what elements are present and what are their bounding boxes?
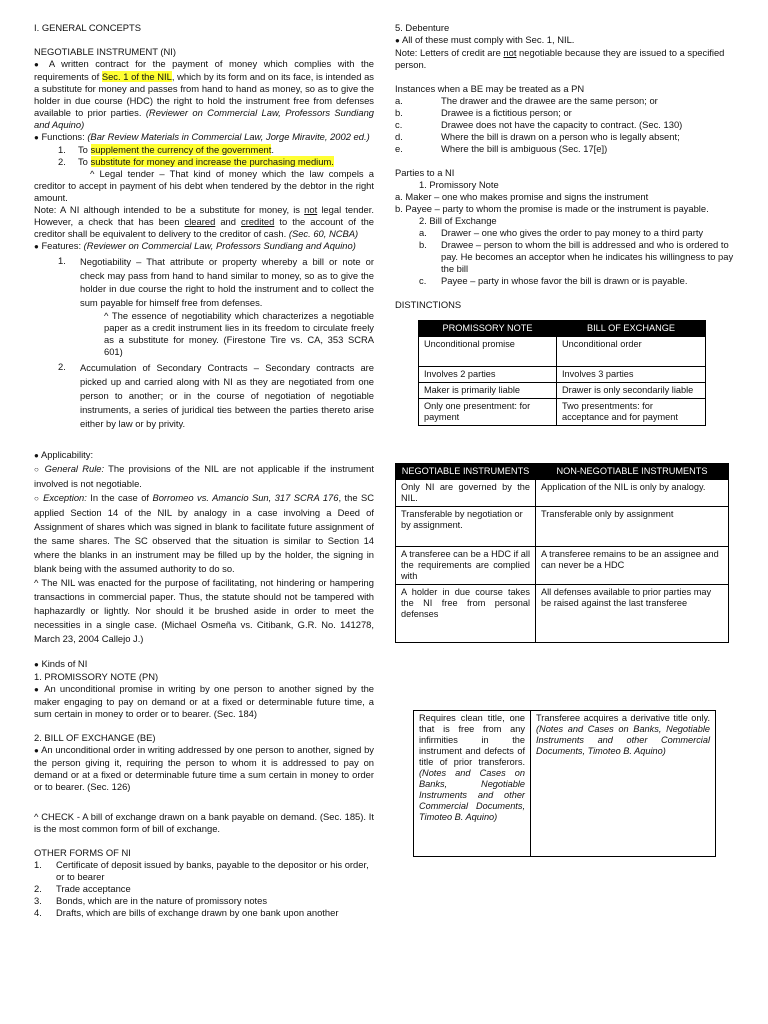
table-row: Only NI are governed by the NIL. Application of the NIL is only by analogy. [396, 480, 729, 507]
nil-purpose-note: ^ The NIL was enacted for the purpose of facilitating, not hindering or hampering transactions in commercial paper. Thus, the statute should not be tampered with haphazardly or lightly. Nor should it be brushed aside in order to meet the necessities in a single case. (Michael Osmeña vs. Citibank, G.R. No. 141278, March 23, 2004 Callejo J.) [34, 577, 374, 644]
ni-vs-non-ni-table [395, 463, 729, 643]
all-comply-note: ● All of these must comply with Sec. 1, NIL. [395, 34, 575, 45]
table-row: Involves 2 parties Involves 3 parties [419, 367, 706, 383]
feature-item: 2. Accumulation of Secondary Contracts – Secondary contracts are picked up and carried along with NI as they are negotiated from one person to another; or in the course of negotiation of negotiable instruments, a series of juridical ties between the parties thereto arise either by law or by privity. [58, 361, 374, 429]
pn-title: 1. PROMISSORY NOTE (PN) [34, 671, 159, 682]
bullet-icon: ● [34, 242, 39, 251]
other-form-item: 4. Drafts, which are bills of exchange drawn by one bank upon another [34, 907, 339, 918]
instance-item: e. Where the bill is ambiguous (Sec. 17[e]) [395, 143, 608, 154]
instance-item: a. The drawer and the drawee are the same person; or [395, 95, 658, 106]
legal-tender-note: ^ Legal tender – That kind of money which the law compels a creditor to accept in payment of his debt when tendered by the debtor in the right amount. [34, 168, 374, 203]
distinctions-title: DISTINCTIONS [395, 299, 462, 310]
bullet-icon: ○ [34, 465, 41, 474]
be-title: 2. BILL OF EXCHANGE (BE) [34, 732, 156, 743]
bullet-icon: ● [34, 746, 39, 755]
bullet-icon: ○ [34, 494, 40, 503]
title-comparison-table [413, 710, 716, 857]
instance-item: b. Drawee is a fictitious person; or [395, 107, 572, 118]
bullet-icon: ● [395, 36, 400, 45]
other-form-item: 2. Trade acceptance [34, 883, 131, 894]
table-header: NEGOTIABLE INSTRUMENTS [396, 464, 536, 480]
be-parties-heading: 2. Bill of Exchange [419, 215, 497, 226]
be-definition: ● An unconditional order in writing addressed by one person to another, signed by the person giving it, requiring the person to whom it is addressed to pay on demand or at a fixed or determinable future time a sum certain in money to order or to bearer. (Sec. 126) [34, 744, 374, 792]
other-form-item: 3. Bonds, which are in the nature of promissory notes [34, 895, 268, 906]
function-item: 2. To substitute for money and increase the purchasing medium. [58, 156, 334, 167]
highlight-sec1: Sec. 1 of the NIL [101, 71, 172, 82]
instance-item: c. Drawee does not have the capacity to contract. (Sec. 130) [395, 119, 683, 130]
debenture-item: 5. Debenture [395, 22, 450, 33]
section-title: I. GENERAL CONCEPTS [34, 22, 141, 33]
be-party: b. Drawee – person to whom the bill is addressed and who is ordered to pay. He becomes an acceptor when he indicates his willingness to pay the bill [419, 239, 734, 274]
bullet-icon: ● [34, 133, 39, 142]
parties-title: Parties to a NI [395, 167, 455, 178]
table-row: Unconditional promise Unconditional order [419, 337, 706, 367]
ni-title: NEGOTIABLE INSTRUMENT (NI) [34, 46, 177, 57]
other-forms-title: OTHER FORMS OF NI [34, 847, 131, 858]
bullet-icon: ● [34, 60, 43, 69]
table-row: Transferable by negotiation or by assignment. Transferable only by assignment [396, 507, 729, 547]
pn-definition: ● An unconditional promise in writing by one person to another signed by the maker engaging to pay on demand or at a fixed or determinable future time, a sum certain in money to order or to bearer. (Sec. 184) [34, 683, 374, 719]
be-party: c. Payee – party in whose favor the bill is drawn or is payable. [419, 275, 688, 286]
kinds-heading: ● Kinds of NI [34, 658, 88, 669]
pn-vs-be-table [418, 320, 706, 426]
table-row: Requires clean title, one that is free from any infirmities in the instrument and defects of title of prior transferors. (Notes and Cases on Banks, Negotiable Instruments and other Commercial Documents, Timoteo B. Aquino) Transferee acquires a derivative title only. (Notes and Cases on Banks, Negotiable Instruments and other Commercial Documents, Timoteo B. Aquino) [414, 711, 716, 857]
exception: ○ Exception: In the case of Borromeo vs. Amancio Sun, 317 SCRA 176, the SC applied Section 14 of the NIL by analogy in a case involving a Deed of Assignment of shares which was signed in blank to facilitate future assignment of the same shares. The SC observed that the situation is similar to Section 14 where the blanks in an instrument may be filled up by the holder, the signing in blank being with the assumed authority to do so. [34, 492, 374, 574]
feature-item: 1. Negotiability – That attribute or property whereby a bill or note or check may pass from hand to hand similar to money, so as to give the holder in due course the right to hold the instrument and to collect the sum payable for himself free from defenses. [58, 255, 374, 308]
table-header: PROMISSORY NOTE [419, 321, 557, 337]
check-note: ^ CHECK - A bill of exchange drawn on a bank payable on demand. (Sec. 185). It is the most common form of bill of exchange. [34, 811, 374, 834]
be-party: a. Drawer – one who gives the order to pay money to a third party [419, 227, 704, 238]
negotiability-note: ^ The essence of negotiability which characterizes a negotiable paper as a credit instrument lies in its freedom to circulate freely as a substitute for money. (Firestone Tire vs. CA, 353 SCRA 601) [104, 310, 374, 357]
bullet-icon: ● [34, 685, 41, 694]
instance-item: d. Where the bill is drawn on a person who is legally absent; [395, 131, 680, 142]
pn-parties-heading: 1. Promissory Note [419, 179, 499, 190]
right-column [395, 22, 735, 311]
left-column [34, 22, 374, 919]
table-row: Maker is primarily liable Drawer is only secondarily liable [419, 383, 706, 399]
legal-tender-note-2: Note: A NI although intended to be a substitute for money, is not legal tender. However, a check that has been cleared and credited to the account of the creditor shall be equivalent to delivery to the creditor of cash. (Sec. 60, NCBA) [34, 204, 375, 239]
bullet-icon: ● [34, 660, 39, 669]
general-rule: ○ General Rule: The provisions of the NIL are not applicable if the instrument involved is not negotiable. [34, 463, 374, 489]
table-header: BILL OF EXCHANGE [557, 321, 706, 337]
bullet-icon: ● [34, 451, 39, 460]
instances-title: Instances when a BE may be treated as a PN [395, 83, 585, 94]
letters-of-credit-note: Note: Letters of credit are not negotiable because they are issued to a specified person. [395, 47, 725, 70]
table-row: A transferee can be a HDC if all the requirements are complied with A transferee remains to be an assignee and can never be a HDC [396, 547, 729, 585]
table-header: NON-NEGOTIABLE INSTRUMENTS [536, 464, 729, 480]
other-form-item: 1. Certificate of deposit issued by banks, payable to the depositor or his order, or to bearer [34, 859, 369, 882]
pn-party: a. Maker – one who makes promise and signs the instrument [395, 191, 649, 202]
function-item: 1. To supplement the currency of the government. [58, 144, 274, 155]
citation: (Reviewer on Commercial Law, Professors Sundiang and Aquino) [34, 107, 374, 130]
table-row: Only one presentment: for payment Two presentments: for acceptance and for payment [419, 399, 706, 426]
ni-definition: ● A written contract for the payment of money which complies with the requirements of Sec. 1 of the NIL, which by its form and on its face, is intended as a substitute for money and passes from hand to hand as money, so as to give the holder in due course (HDC) the right to hold the instrument free from defenses available to prior parties. (Reviewer on Commercial Law, Professors Sundiang and Aquino) [34, 58, 374, 130]
applicability-heading: ● Applicability: [34, 449, 94, 460]
features-heading: ● Features: (Reviewer on Commercial Law, Professors Sundiang and Aquino) [34, 240, 356, 251]
pn-party: b. Payee – party to whom the promise is made or the instrument is payable. [395, 203, 709, 214]
functions-heading: ● Functions: (Bar Review Materials in Commercial Law, Jorge Miravite, 2002 ed.) [34, 131, 370, 142]
table-row: A holder in due course takes the NI free from personal defenses All defenses available to prior parties may be raised against the last transferee [396, 585, 729, 643]
